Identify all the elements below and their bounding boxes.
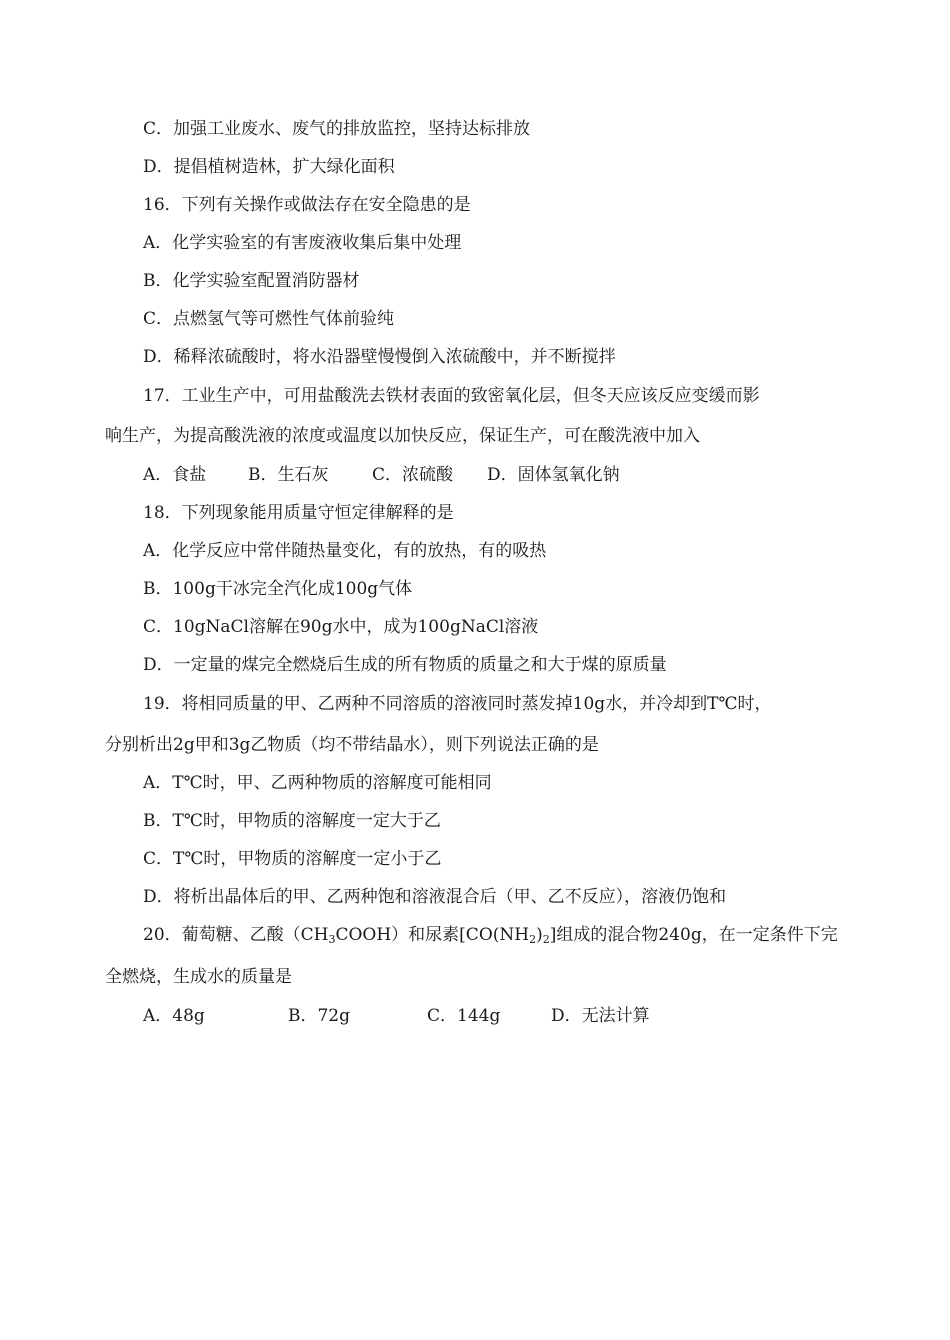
subscript-3: 3	[328, 933, 336, 946]
option-17a: A．食盐	[143, 465, 207, 485]
option-18a: A．化学反应中常伴随热量变化，有的放热，有的吸热	[143, 541, 547, 561]
question-20-part-c: )	[536, 925, 543, 945]
option-20c: C．144g	[427, 1006, 501, 1026]
option-19c: C．T℃时，甲物质的溶解度一定小于乙	[143, 849, 442, 869]
subscript-2b: 2	[542, 933, 550, 946]
option-18c: C．10gNaCl溶解在90g水中，成为100gNaCl溶液	[143, 617, 539, 637]
question-20-cont: 全燃烧，生成水的质量是	[105, 967, 292, 987]
option-17c: C．浓硫酸	[372, 465, 454, 485]
option-18d: D．一定量的煤完全燃烧后生成的所有物质的质量之和大于煤的原质量	[143, 655, 667, 675]
question-19-cont: 分别析出2g甲和3g乙物质（均不带结晶水），则下列说法正确的是	[105, 735, 599, 755]
option-16c: C．点燃氢气等可燃性气体前验纯	[143, 309, 395, 329]
option-20d: D．无法计算	[551, 1006, 650, 1026]
option-17b: B．生石灰	[248, 465, 329, 485]
option-19a: A．T℃时，甲、乙两种物质的溶解度可能相同	[143, 773, 492, 793]
option-16a: A．化学实验室的有害废液收集后集中处理	[143, 233, 462, 253]
option-16b: B．化学实验室配置消防器材	[143, 271, 360, 291]
question-17: 17．工业生产中，可用盐酸洗去铁材表面的致密氧化层，但冬天应该反应变缓而影	[143, 386, 760, 406]
option-16d: D．稀释浓硫酸时，将水沿器壁慢慢倒入浓硫酸中，并不断搅拌	[143, 347, 616, 367]
option-15c: C．加强工业废水、废气的排放监控，坚持达标排放	[143, 119, 531, 139]
question-20-part-d: ]组成的混合物240g，在一定条件下完	[549, 925, 838, 945]
option-18b: B．100g干冰完全汽化成100g气体	[143, 579, 413, 599]
option-20b: B．72g	[288, 1006, 351, 1026]
option-19b: B．T℃时，甲物质的溶解度一定大于乙	[143, 811, 441, 831]
question-20-part-a: 20．葡萄糖、乙酸（CH	[143, 925, 329, 945]
question-18: 18．下列现象能用质量守恒定律解释的是	[143, 503, 454, 523]
question-17-cont: 响生产，为提高酸洗液的浓度或温度以加快反应，保证生产，可在酸洗液中加入	[105, 426, 700, 446]
option-15d: D．提倡植树造林，扩大绿化面积	[143, 157, 395, 177]
option-20a: A．48g	[143, 1006, 205, 1026]
question-16: 16．下列有关操作或做法存在安全隐患的是	[143, 195, 471, 215]
question-20	[143, 924, 838, 946]
question-19: 19．将相同质量的甲、乙两种不同溶质的溶液同时蒸发掉10g水，并冷却到T℃时，	[143, 694, 772, 714]
option-17d: D．固体氢氧化钠	[487, 465, 620, 485]
subscript-2a: 2	[529, 933, 537, 946]
option-19d: D．将析出晶体后的甲、乙两种饱和溶液混合后（甲、乙不反应），溶液仍饱和	[143, 887, 727, 907]
question-20-part-b: COOH）和尿素[CO(NH	[335, 925, 530, 945]
